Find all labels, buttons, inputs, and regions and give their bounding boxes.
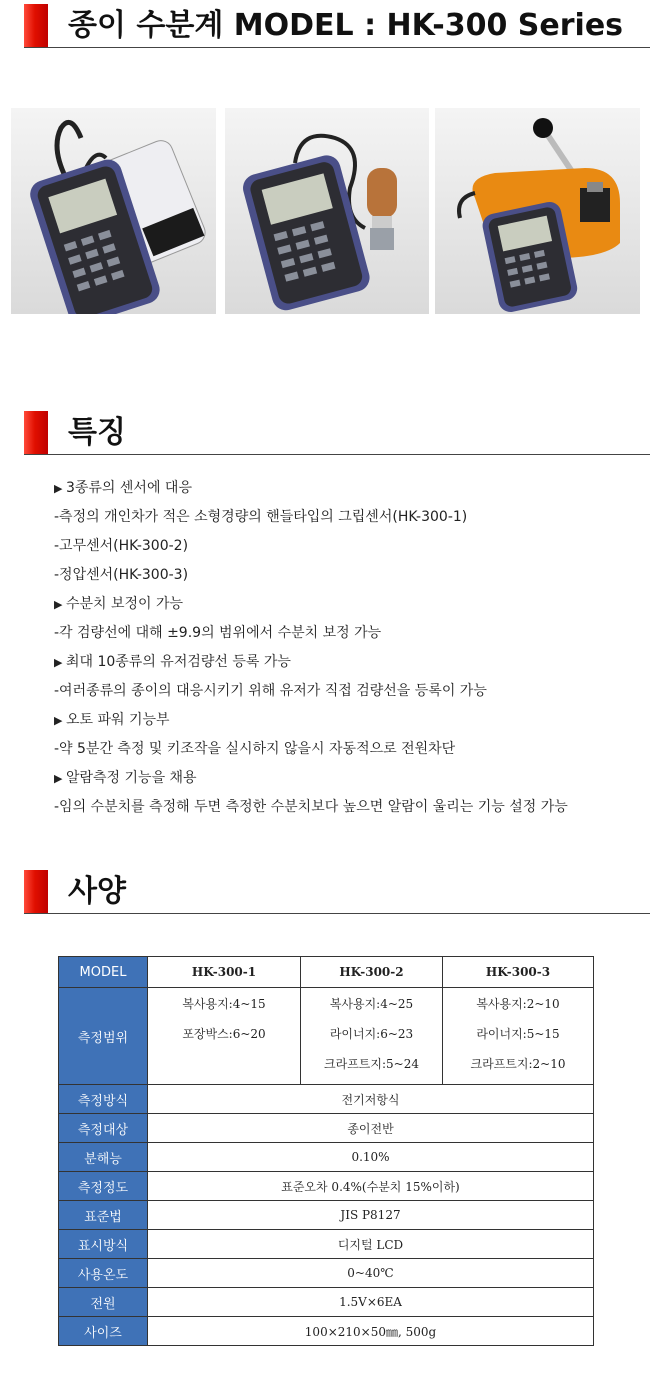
feature-detail: -약 5분간 측정 및 키조작을 실시하지 않을시 자동적으로 전원차단 <box>54 741 456 757</box>
spec-row <box>59 1201 594 1230</box>
feature-detail: -정압센서(HK-300-3) <box>54 567 189 583</box>
feature-heading: ▶ 오토 파워 기능부 <box>54 706 644 735</box>
model-cell: HK-300-2 <box>301 957 443 988</box>
feature-heading: ▶ 알람측정 기능을 채용 <box>54 764 644 793</box>
model-label-cell: MODEL <box>59 957 148 988</box>
range-value: 복사용지:4~25 <box>329 997 414 1011</box>
range-value: 라이너지:6~23 <box>329 1027 414 1041</box>
spec-label-cell: 표시방식 <box>59 1230 148 1259</box>
feature-detail: -여러종류의 종이의 대응시키기 위해 유저가 직접 검량선을 등록이 가능 <box>54 683 487 699</box>
feature-detail: -고무센서(HK-300-2) <box>54 538 189 554</box>
feature-heading: ▶ 최대 10종류의 유저검량선 등록 가능 <box>54 648 644 677</box>
spec-value-cell: JIS P8127 <box>148 1201 594 1230</box>
specs-red-bar <box>24 870 48 914</box>
feature-detail: -측정의 개인차가 적은 소형경량의 핸들타입의 그립센서(HK-300-1) <box>54 509 468 525</box>
spec-row <box>59 1085 594 1114</box>
feature-heading: ▶ 3종류의 센서에 대응 <box>54 474 644 503</box>
range-value: 복사용지:2~10 <box>476 997 560 1011</box>
specs-divider <box>24 913 650 914</box>
page-header <box>24 4 650 48</box>
features-divider <box>24 454 650 455</box>
spec-value-cell: 0~40℃ <box>148 1259 594 1288</box>
spec-value-cell: 디지털 LCD <box>148 1230 594 1259</box>
header-divider <box>24 47 650 48</box>
range-cell <box>443 988 594 1085</box>
features-title: 특징 <box>68 415 126 450</box>
spec-label-cell: 측정정도 <box>59 1172 148 1201</box>
spec-row <box>59 1172 594 1201</box>
range-value: 크라프트지:5~24 <box>324 1057 419 1071</box>
features-red-bar <box>24 411 48 455</box>
spec-value-cell: 1.5V×6EA <box>148 1288 594 1317</box>
range-value: 포장박스:6~20 <box>182 1027 266 1041</box>
spec-label-cell: 측정방식 <box>59 1085 148 1114</box>
spec-label-cell: 표준법 <box>59 1201 148 1230</box>
features-list <box>54 474 644 822</box>
spec-header-row <box>59 957 594 988</box>
feature-detail: -각 검량선에 대해 ±9.9의 범위에서 수분치 보정 가능 <box>54 625 382 641</box>
feature-heading: ▶ 수분치 보정이 가능 <box>54 590 644 619</box>
specs-section-header <box>24 870 650 914</box>
features-section-header <box>24 411 650 455</box>
range-value: 라이너지:5~15 <box>476 1027 560 1041</box>
model-cell: HK-300-3 <box>443 957 594 988</box>
spec-value-cell: 종이전반 <box>148 1114 594 1143</box>
spec-label-cell: 분해능 <box>59 1143 148 1172</box>
spec-value-cell: 100×210×50㎜, 500g <box>148 1317 594 1346</box>
header-red-bar <box>24 4 48 48</box>
spec-row <box>59 1230 594 1259</box>
spec-label-cell: 사이즈 <box>59 1317 148 1346</box>
specs-title: 사양 <box>68 874 126 909</box>
range-row <box>59 988 594 1085</box>
model-cell: HK-300-1 <box>148 957 301 988</box>
spec-value-cell: 0.10% <box>148 1143 594 1172</box>
spec-row <box>59 1143 594 1172</box>
spec-value-cell: 전기저항식 <box>148 1085 594 1114</box>
grip-sensor-product-photo <box>11 108 216 314</box>
spec-value-cell: 표준오차 0.4%(수분치 15%이하) <box>148 1172 594 1201</box>
spec-row <box>59 1317 594 1346</box>
range-cell <box>301 988 443 1085</box>
page-title: 종이 수분계 MODEL : HK-300 Series <box>68 8 624 43</box>
spec-row <box>59 1259 594 1288</box>
feature-detail: -임의 수분치를 측정해 두면 측정한 수분치보다 높으면 알람이 울리는 기능 설정 가능 <box>54 799 568 815</box>
spec-label-cell: 측정대상 <box>59 1114 148 1143</box>
spec-label-cell: 사용온도 <box>59 1259 148 1288</box>
spec-row <box>59 1114 594 1143</box>
range-label-cell: 측정범위 <box>59 988 148 1085</box>
pressure-sensor-product-photo <box>435 108 640 314</box>
range-value: 크라프트지:2~10 <box>470 1057 566 1071</box>
spec-table <box>58 956 594 1346</box>
rubber-sensor-product-photo <box>225 108 429 314</box>
spec-row <box>59 1288 594 1317</box>
range-value: 복사용지:4~15 <box>182 997 266 1011</box>
range-cell <box>148 988 301 1085</box>
spec-label-cell: 전원 <box>59 1288 148 1317</box>
